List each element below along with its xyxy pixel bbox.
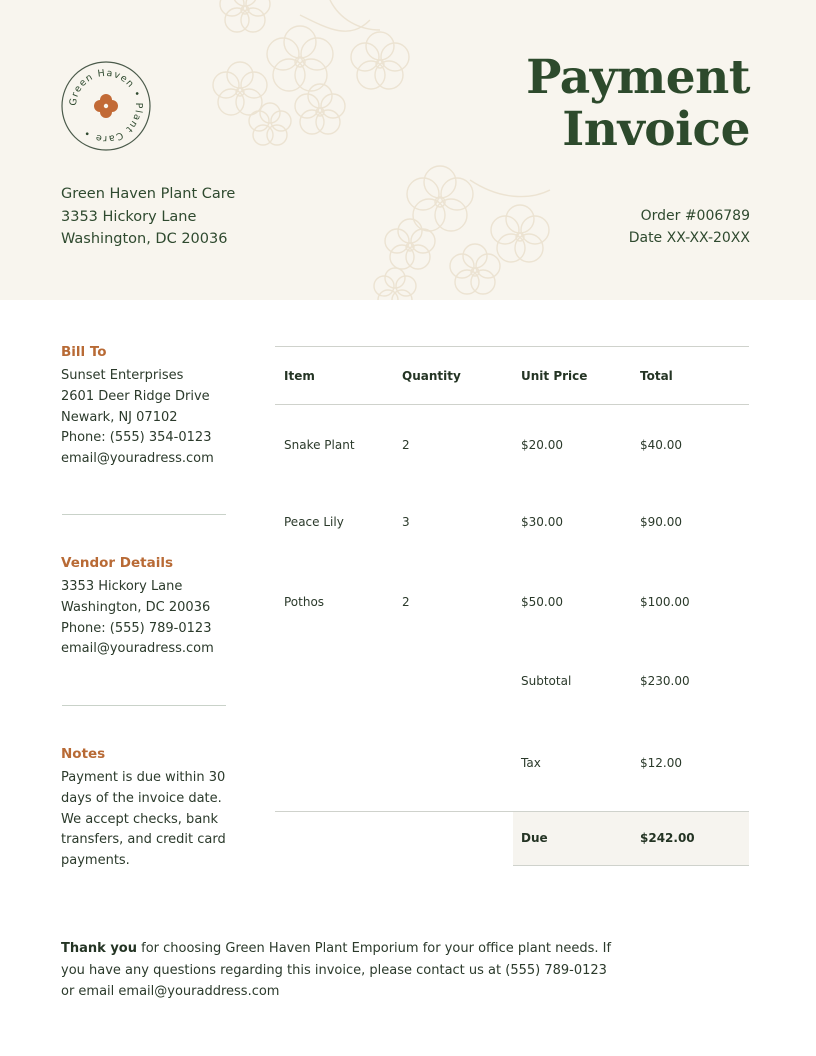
cell-quantity: 3 [402, 515, 410, 529]
thank-you-line-1: for choosing Green Haven Plant Emporium for your office plant needs. If [136, 941, 612, 956]
subtotal-value: $230.00 [640, 674, 690, 688]
bill-to-section [61, 344, 231, 470]
cell-item: Snake Plant [284, 438, 355, 452]
section-divider [62, 514, 226, 515]
thank-you-line-2: you have any questions regarding this invoice, please contact us at (555) 789-0123 [61, 962, 607, 978]
header-band [0, 0, 816, 300]
vendor-line: 3353 Hickory Lane [61, 579, 183, 594]
notes-title: Notes [61, 746, 106, 762]
cell-unit-price: $20.00 [521, 438, 563, 452]
vendor-line: Washington, DC 20036 [61, 599, 211, 615]
notes-line: Payment is due within 30 [61, 770, 226, 785]
company-address [61, 183, 235, 251]
subtotal-label: Subtotal [521, 674, 572, 688]
vendor-line: email@youradress.com [61, 641, 214, 657]
bill-to-line: Phone: (555) 354-0123 [61, 430, 212, 446]
header-unit-price: Unit Price [521, 369, 588, 383]
notes-line: payments. [61, 853, 130, 869]
cell-quantity: 2 [402, 438, 410, 452]
bill-to-line: email@youradress.com [61, 451, 214, 467]
table-top-rule [275, 346, 749, 347]
cell-unit-price: $50.00 [521, 595, 563, 609]
thank-you-bold: Thank you [61, 941, 137, 956]
notes-section [61, 746, 231, 872]
order-info [629, 205, 750, 249]
company-logo [61, 61, 151, 151]
notes-line: transfers, and credit card [61, 832, 226, 848]
header-item: Item [284, 369, 315, 383]
vendor-title: Vendor Details [61, 555, 173, 571]
header-bottom-rule [275, 404, 749, 405]
thank-you-message [61, 938, 621, 1003]
logo-ring-text: Green Haven • Plant Care • [67, 67, 145, 145]
header-total: Total [640, 369, 673, 383]
due-row-background [513, 812, 749, 866]
cell-total: $40.00 [640, 438, 682, 452]
tax-label: Tax [521, 756, 541, 770]
due-value: $242.00 [640, 831, 695, 845]
company-name: Green Haven Plant Care [61, 186, 236, 202]
notes-line: days of the invoice date. [61, 790, 222, 806]
header-quantity: Quantity [402, 369, 461, 383]
bill-to-line: 2601 Deer Ridge Drive [61, 388, 210, 404]
order-number: Order #006789 [640, 208, 750, 224]
vendor-section [61, 555, 231, 660]
title-line-1: Payment [526, 50, 750, 105]
section-divider [62, 705, 226, 706]
bill-to-line: Newark, NJ 07102 [61, 409, 178, 425]
cell-total: $90.00 [640, 515, 682, 529]
cell-quantity: 2 [402, 595, 410, 609]
order-date: Date XX-XX-20XX [628, 230, 750, 246]
page-title [526, 52, 750, 156]
thank-you-line-3: or email email@youraddress.com [61, 984, 280, 999]
due-label: Due [521, 831, 548, 845]
cell-unit-price: $30.00 [521, 515, 563, 529]
vendor-line: Phone: (555) 789-0123 [61, 620, 212, 636]
bill-to-title: Bill To [61, 344, 107, 360]
cell-item: Peace Lily [284, 515, 344, 529]
tax-value: $12.00 [640, 756, 682, 770]
company-city: Washington, DC 20036 [61, 231, 228, 247]
cell-item: Pothos [284, 595, 325, 609]
bill-to-line: Sunset Enterprises [61, 368, 184, 383]
company-street: 3353 Hickory Lane [61, 208, 197, 225]
title-line-2: Invoice [562, 102, 750, 157]
cell-total: $100.00 [640, 595, 690, 609]
notes-line: We accept checks, bank [61, 811, 219, 827]
